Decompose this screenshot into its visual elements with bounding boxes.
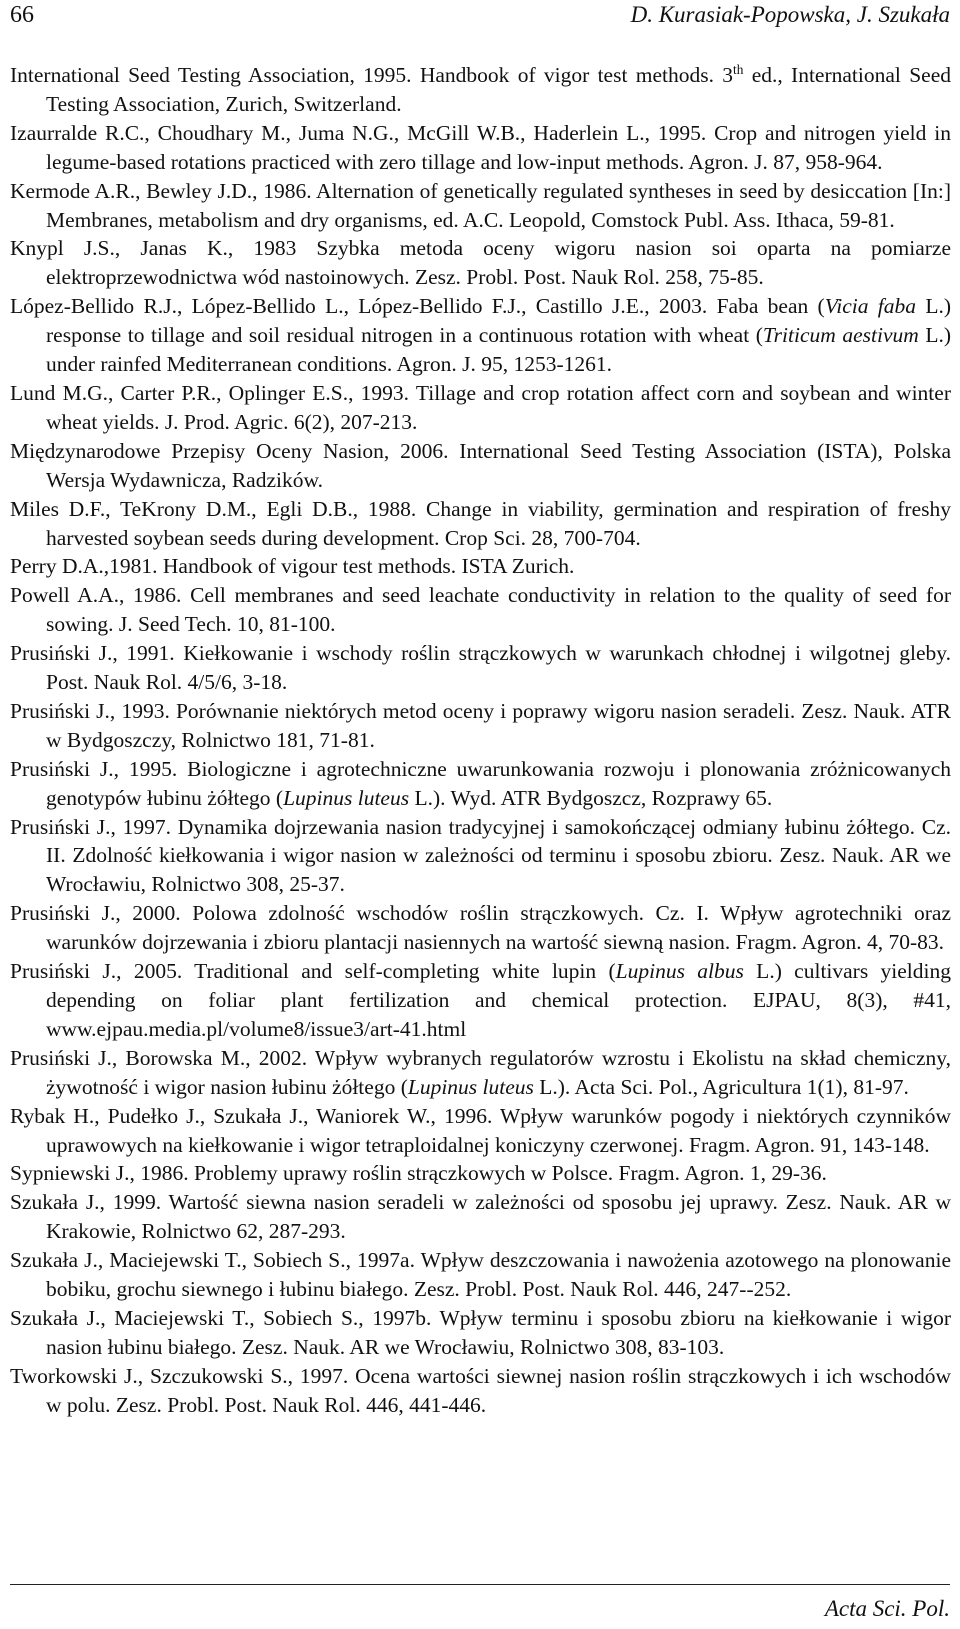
- italic-taxon: Vicia faba: [824, 294, 917, 319]
- reference-entry: [10, 119, 951, 177]
- italic-taxon: Lupinus albus: [615, 959, 744, 984]
- reference-text: L.) response to tillage and soil residual nitrogen in a continuous rotation with wheat (: [46, 294, 951, 348]
- reference-text: López-Bellido R.J., López-Bellido L., López-Bellido F.J., Castillo J.E., 2003. Faba bean (: [10, 294, 825, 319]
- reference-entry: [10, 755, 951, 813]
- reference-text: Międzynarodowe Przepisy Oceny Nasion, 2006. International Seed Testing Association (ISTA), Polska Wersja Wydawnicza, Radzików.: [10, 438, 951, 492]
- reference-text: Miles D.F., TeKrony D.M., Egli D.B., 1988. Change in viability, germination and respiration of freshy harvested soybean seeds during development. Crop Sci. 28, 700-704.: [10, 496, 951, 550]
- reference-entry: [10, 581, 951, 639]
- page-number: 66: [10, 2, 34, 28]
- reference-entry: [10, 697, 951, 755]
- italic-taxon: Triticum aestivum: [762, 323, 919, 348]
- reference-text: Prusiński J., 1995. Biologiczne i agrotechniczne uwarunkowania rozwoju i plonowania zróżnicowanych genotypów łubinu żółtego (: [10, 756, 951, 810]
- reference-text: Szukała J., Maciejewski T., Sobiech S., 1997a. Wpływ deszczowania i nawożenia azotowego na plonowanie bobiku, grochu siewnego i łubinu białego. Zesz. Probl. Post. Nauk Rol. 446, 247--252.: [10, 1248, 951, 1302]
- reference-text: Kermode A.R., Bewley J.D., 1986. Alternation of genetically regulated syntheses in seed by desiccation [In:] Membranes, metabolism and dry organisms, ed. A.C. Leopold, Comstock Publ. Ass. Ithaca, 59-81.: [10, 178, 951, 232]
- journal-footer: Acta Sci. Pol.: [824, 1596, 950, 1621]
- italic-taxon: Lupinus luteus: [283, 785, 410, 810]
- reference-text: Powell A.A., 1986. Cell membranes and seed leachate conductivity in relation to the quality of seed for sowing. J. Seed Tech. 10, 81-100.: [10, 583, 951, 637]
- reference-text: International Seed Testing Association, 1995. Handbook of vigor test methods. 3: [10, 63, 734, 87]
- reference-text: Izaurralde R.C., Choudhary M., Juma N.G., McGill W.B., Haderlein L., 1995. Crop and nitrogen yield in legume-based rotations practiced with zero tillage and low-input methods. Agron. J. 87, 958-964.: [10, 120, 951, 174]
- footer-rule: [10, 1584, 950, 1585]
- reference-text: Prusiński J., 1993. Porównanie niektórych metod oceny i poprawy wigoru nasion seradeli. Zesz. Nauk. ATR w Bydgoszczy, Rolnictwo 181, 71-81.: [10, 698, 951, 752]
- reference-text: L.). Acta Sci. Pol., Agricultura 1(1), 81-97.: [533, 1074, 909, 1099]
- superscript: th: [733, 61, 744, 77]
- reference-entry: [10, 61, 951, 119]
- reference-text: L.) cultivars yielding depending on foliar plant fertilization and chemical protection. EJPAU, 8(3), #41, www.ejpau.media.pl/volume8/issue3/art-41.html: [46, 959, 952, 1041]
- reference-entry: [10, 177, 951, 235]
- reference-entry: [10, 1102, 951, 1160]
- references-list: [10, 61, 951, 1420]
- reference-text: Szukała J., Maciejewski T., Sobiech S., 1997b. Wpływ terminu i sposobu zbioru na kiełkowanie i wigor nasion łubinu białego. Zesz. Nauk. AR we Wrocławiu, Rolnictwo 308, 83-103.: [10, 1305, 951, 1359]
- reference-entry: [10, 1159, 951, 1188]
- running-head: D. Kurasiak-Popowska, J. Szukała: [630, 2, 950, 27]
- reference-entry: [10, 234, 951, 292]
- reference-text: Szukała J., 1999. Wartość siewna nasion seradeli w zależności od sposobu jej uprawy. Zesz. Nauk. AR w Krakowie, Rolnictwo 62, 287-293.: [10, 1190, 951, 1244]
- reference-entry: [10, 495, 951, 553]
- reference-entry: [10, 1304, 951, 1362]
- reference-entry: [10, 1362, 951, 1420]
- reference-text: Prusiński J., 2000. Polowa zdolność wschodów roślin strączkowych. Cz. I. Wpływ agrotechniki oraz warunków dojrzewania i zbioru plantacji nasiennych na wartość siewną nasion. Fragm. Agron. 4, 70-83.: [10, 901, 951, 955]
- reference-entry: [10, 957, 951, 1044]
- reference-text: Prusiński J., 2005. Traditional and self-completing white lupin (: [10, 959, 616, 984]
- reference-text: Tworkowski J., Szczukowski S., 1997. Ocena wartości siewnej nasion roślin strączkowych i ich wschodów w polu. Zesz. Probl. Post. Nauk Rol. 446, 441-446.: [10, 1363, 951, 1417]
- reference-entry: [10, 437, 951, 495]
- reference-text: Prusiński J., 1991. Kiełkowanie i wschody roślin strączkowych w warunkach chłodnej i wilgotnej gleby. Post. Nauk Rol. 4/5/6, 3-18.: [10, 641, 951, 695]
- reference-text: Prusiński J., 1997. Dynamika dojrzewania nasion tradycyjnej i samokończącej odmiany łubinu żółtego. Cz. II. Zdolność kiełkowania i wigor nasion w zależności od terminu i sposobu zbioru. Zesz. Nauk. AR we Wrocławiu, Rolnictwo 308, 25-37.: [10, 814, 951, 897]
- reference-entry: [10, 1188, 951, 1246]
- reference-text: Perry D.A.,1981. Handbook of vigour test methods. ISTA Zurich.: [10, 554, 575, 579]
- reference-text: Sypniewski J., 1986. Problemy uprawy roślin strączkowych w Polsce. Fragm. Agron. 1, 29-36.: [10, 1161, 827, 1186]
- reference-entry: [10, 1246, 951, 1304]
- reference-text: L.) under rainfed Mediterranean conditions. Agron. J. 95, 1253-1261.: [46, 323, 951, 377]
- reference-text: Rybak H., Pudełko J., Szukała J., Waniorek W., 1996. Wpływ warunków pogody i niektórych czynników uprawowych na kiełkowanie i wigor tetraploidalnej koniczyny czerwonej. Fragm. Agron. 91, 143-148.: [10, 1103, 951, 1157]
- italic-taxon: Lupinus luteus: [407, 1074, 534, 1099]
- reference-text: Knypl J.S., Janas K., 1983 Szybka metoda oceny wigoru nasion soi oparta na pomiarze elektroprzewodnictwa wód nastoinowych. Zesz. Probl. Post. Nauk Rol. 258, 75-85.: [10, 236, 951, 290]
- reference-text: L.). Wyd. ATR Bydgoszcz, Rozprawy 65.: [409, 785, 773, 810]
- reference-entry: [10, 292, 951, 379]
- reference-text: Lund M.G., Carter P.R., Oplinger E.S., 1993. Tillage and crop rotation affect corn and soybean and winter wheat yields. J. Prod. Agric. 6(2), 207-213.: [10, 380, 951, 434]
- reference-entry: [10, 899, 951, 957]
- reference-entry: [10, 552, 951, 581]
- reference-entry: [10, 379, 951, 437]
- reference-entry: [10, 1044, 951, 1102]
- reference-entry: [10, 639, 951, 697]
- reference-text: ed., International Seed Testing Association, Zurich, Switzerland.: [46, 63, 951, 116]
- reference-text: Prusiński J., Borowska M., 2002. Wpływ wybranych regulatorów wzrostu i Ekolistu na skład chemiczny, żywotność i wigor nasion łubinu żółtego (: [10, 1045, 951, 1099]
- reference-entry: [10, 813, 951, 900]
